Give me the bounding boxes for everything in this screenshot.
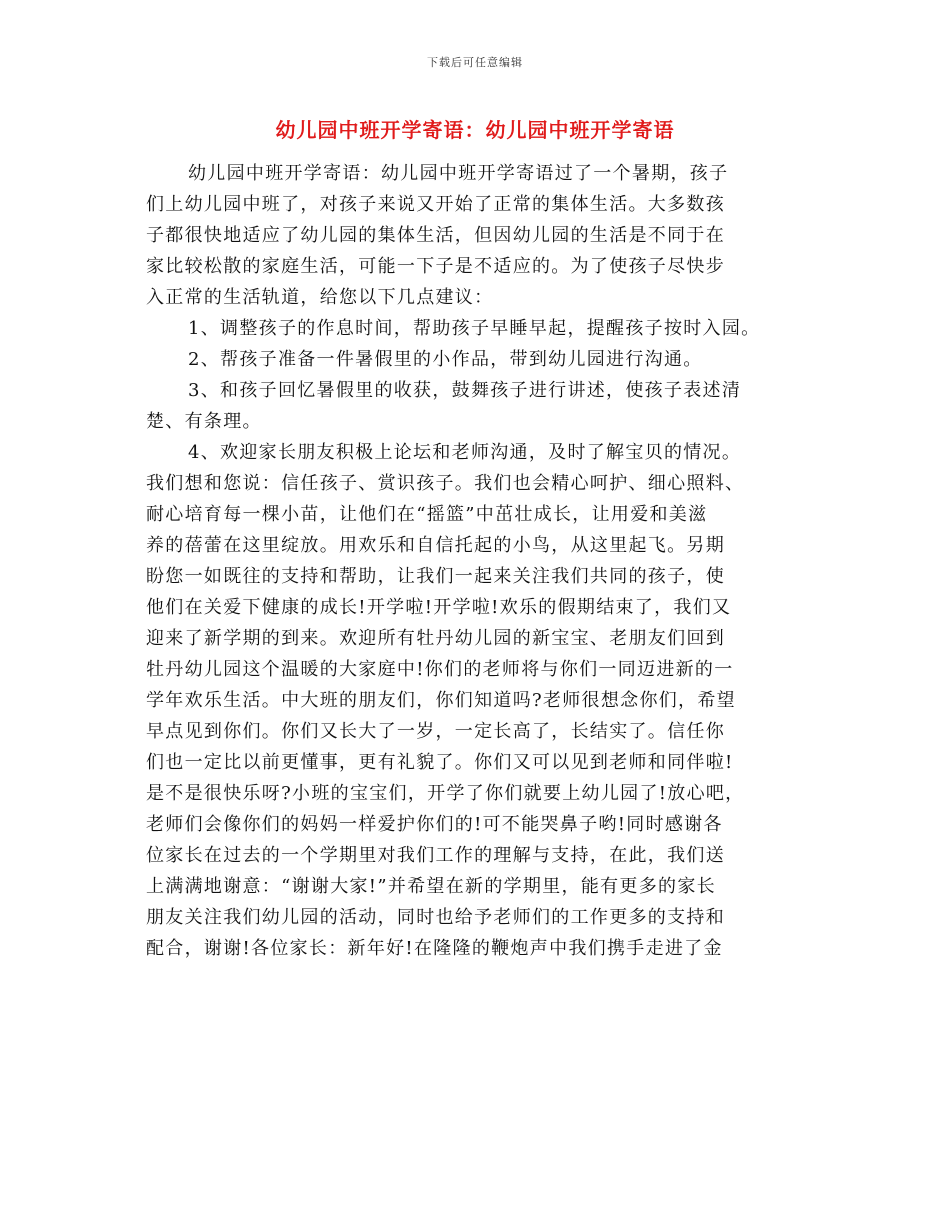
body-line: 1、调整孩子的作息时间，帮助孩子早睡早起，提醒孩子按时入园。 — [188, 318, 761, 339]
body-line: 朋友关注我们幼儿园的活动，同时也给予老师们的工作更多的支持和 — [146, 907, 725, 928]
body-line: 们也一定比以前更懂事，更有礼貌了。你们又可以见到老师和同伴啦! — [146, 752, 734, 773]
body-line: 是不是很快乐呀?小班的宝宝们，开学了你们就要上幼儿园了!放心吧， — [146, 783, 745, 804]
body-line: 我们想和您说：信任孩子、赏识孩子。我们也会精心呵护、细心照料、 — [146, 473, 745, 494]
body-line: 早点见到你们。你们又长大了一岁，一定长高了，长结实了。信任你 — [146, 721, 725, 742]
body-line: 养的蓓蕾在这里绽放。用欢乐和自信托起的小鸟，从这里起飞。另期 — [146, 535, 725, 556]
body-line: 学年欢乐生活。中大班的朋友们，你们知道吗?老师很想念你们，希望 — [146, 690, 736, 711]
body-line: 老师们会像你们的妈妈一样爱护你们的!可不能哭鼻子哟!同时感谢各 — [146, 814, 723, 835]
body-line: 家比较松散的家庭生活，可能一下子是不适应的。为了使孩子尽快步 — [146, 256, 725, 277]
body-line: 幼儿园中班开学寄语：幼儿园中班开学寄语过了一个暑期，孩子 — [188, 163, 729, 184]
body-line: 子都很快地适应了幼儿园的集体生活，但因幼儿园的生活是不同于在 — [146, 225, 725, 246]
document-title: 幼儿园中班开学寄语：幼儿园中班开学寄语 — [275, 118, 675, 142]
body-line: 4、欢迎家长朋友积极上论坛和老师沟通，及时了解宝贝的情况。 — [188, 442, 742, 463]
body-line: 们上幼儿园中班了，对孩子来说又开始了正常的集体生活。大多数孩 — [146, 194, 725, 215]
body-line: 配合，谢谢!各位家长：新年好!在隆隆的鞭炮声中我们携手走进了金 — [146, 938, 723, 959]
body-line: 盼您一如既往的支持和帮助，让我们一起来关注我们共同的孩子，使 — [146, 566, 725, 587]
body-line: 2、帮孩子准备一件暑假里的小作品，带到幼儿园进行沟通。 — [188, 349, 703, 370]
body-line: 他们在关爱下健康的成长!开学啦!开学啦!欢乐的假期结束了，我们又 — [146, 597, 732, 618]
body-line: 楚、有条理。 — [146, 411, 262, 432]
body-line: 耐心培育每一棵小苗，让他们在“摇篮”中茁壮成长，让用爱和美滋 — [146, 504, 708, 525]
body-line: 位家长在过去的一个学期里对我们工作的理解与支持，在此，我们送 — [146, 845, 725, 866]
body-line: 入正常的生活轨道，给您以下几点建议： — [146, 287, 494, 308]
body-line: 迎来了新学期的到来。欢迎所有牡丹幼儿园的新宝宝、老朋友们回到 — [146, 628, 725, 649]
document-body — [146, 158, 826, 964]
body-line: 3、和孩子回忆暑假里的收获，鼓舞孩子进行讲述，使孩子表述清 — [188, 380, 742, 401]
body-line: 牡丹幼儿园这个温暖的大家庭中!你们的老师将与你们一同迈进新的一 — [146, 659, 734, 680]
header-note: 下载后可任意编辑 — [427, 56, 523, 69]
body-line: 上满满地谢意：“谢谢大家!”并希望在新的学期里，能有更多的家长 — [146, 876, 716, 897]
